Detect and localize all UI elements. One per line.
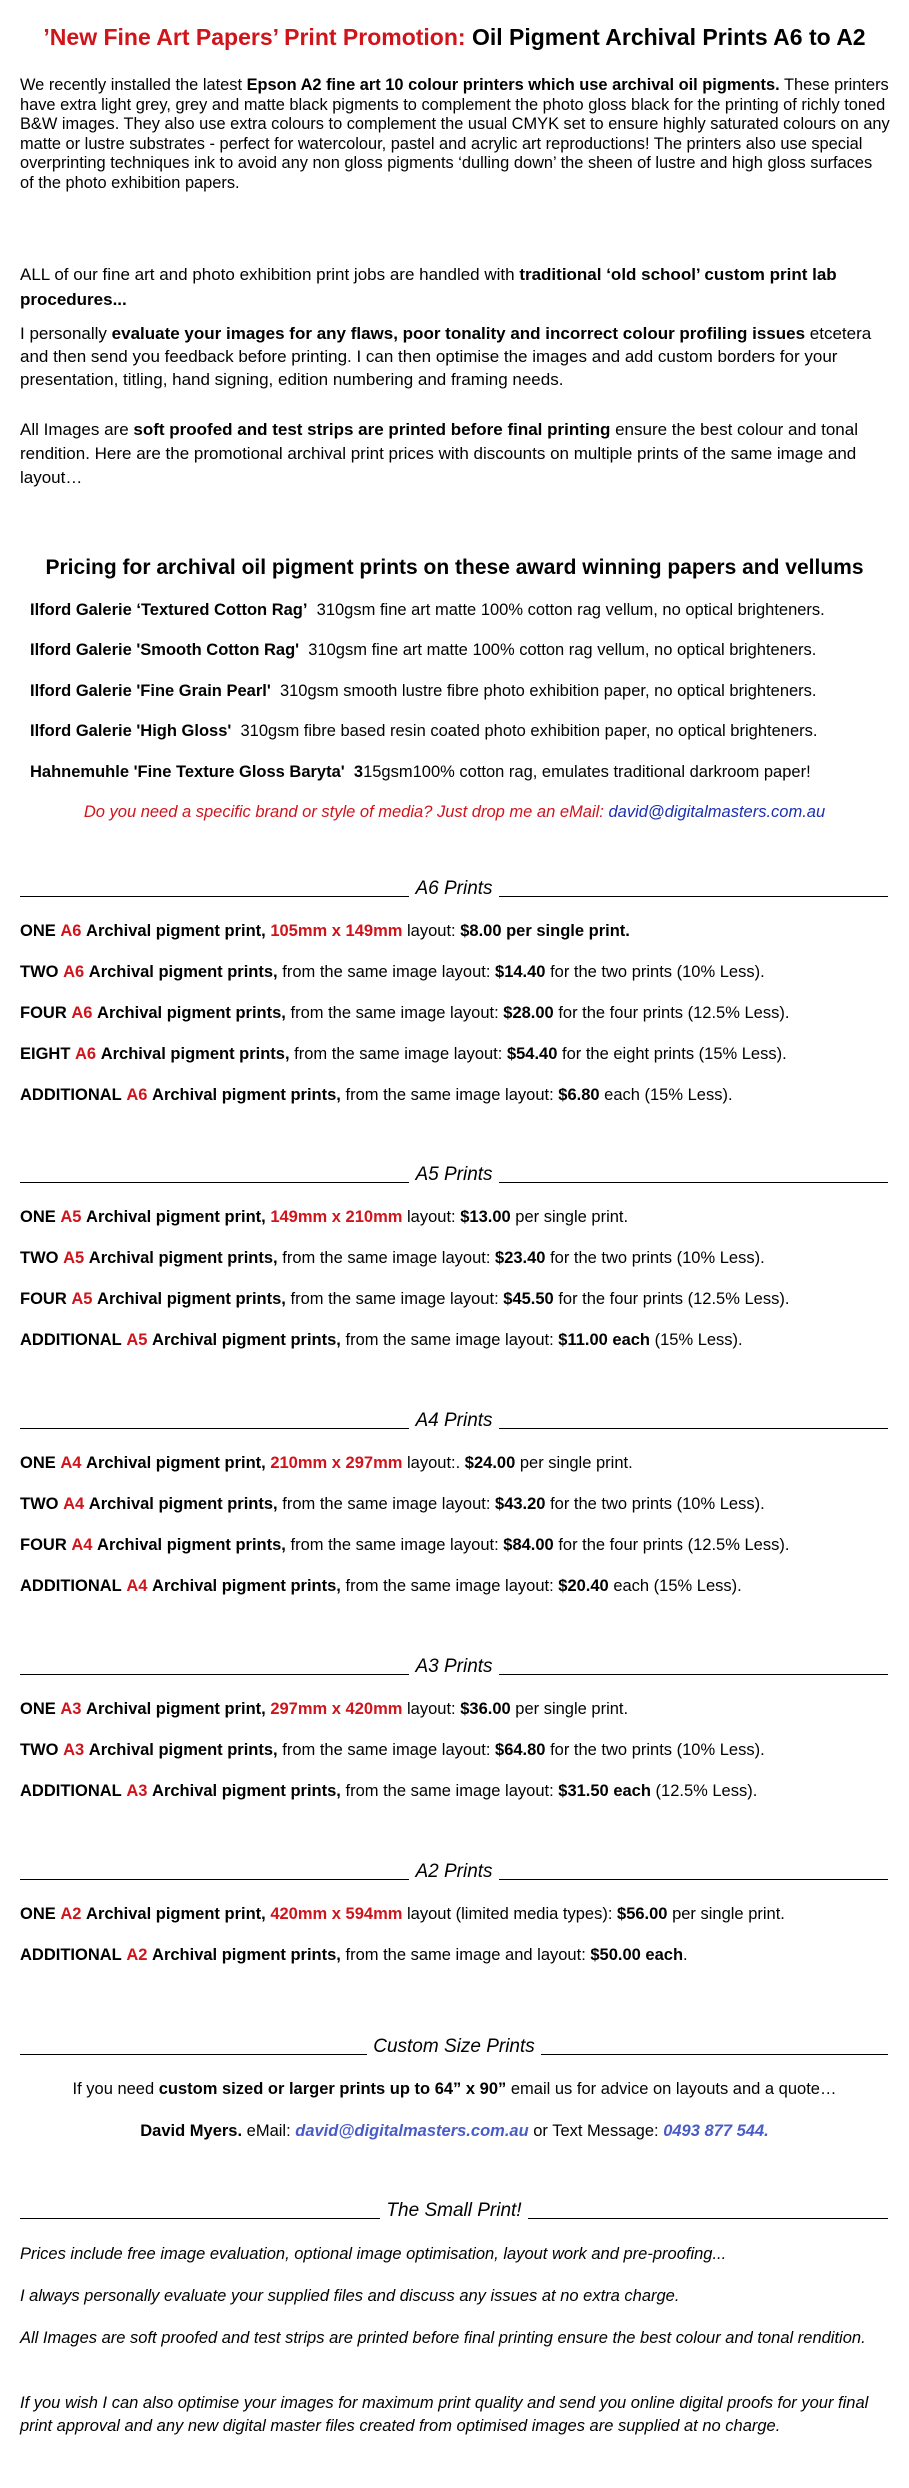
price-row: ONE A6 Archival pigment print, 105mm x 149mm layout: $8.00 per single print. (20, 922, 630, 940)
page-title (0, 24, 909, 51)
price-row: TWO A6 Archival pigment prints, from the same image layout: $14.40 for the two prints (10% Less). (20, 963, 765, 981)
section-header-a6: A6 Prints (20, 878, 888, 900)
section-header-custom: Custom Size Prints (20, 2036, 888, 2058)
price-row: TWO A4 Archival pigment prints, from the same image layout: $43.20 for the two prints (10% Less). (20, 1495, 765, 1513)
price-row: ONE A5 Archival pigment print, 149mm x 210mm layout: $13.00 per single print. (20, 1208, 629, 1226)
small-print-line: If you wish I can also optimise your images for maximum print quality and send you online digital proofs for your final print approval and any new digital master files created from optimised images are supplied at no charge. (20, 2394, 869, 2435)
custom-size-info: If you need custom sized or larger prints up to 64” x 90” email us for advice on layouts and a quote… (72, 2080, 837, 2098)
paper-item: Hahnemuhle 'Fine Texture Gloss Baryta' 315gsm100% cotton rag, emulates traditional darkroom paper! (30, 763, 811, 781)
media-request-email-link[interactable]: david@digitalmasters.com.au (608, 803, 826, 821)
title-red-part: ’New Fine Art Papers’ Print Promotion: (43, 24, 466, 50)
price-row: ADDITIONAL A4 Archival pigment prints, from the same image layout: $20.40 each (15% Less). (20, 1577, 742, 1595)
price-row: ADDITIONAL A6 Archival pigment prints, from the same image layout: $6.80 each (15% Less). (20, 1086, 733, 1104)
price-row: ADDITIONAL A5 Archival pigment prints, from the same image layout: $11.00 each (15% Less). (20, 1331, 743, 1349)
media-request (0, 803, 909, 822)
paper-item: Ilford Galerie 'High Gloss' 310gsm fibre based resin coated photo exhibition paper, no optical brighteners. (30, 722, 818, 740)
price-row: TWO A5 Archival pigment prints, from the same image layout: $23.40 for the two prints (10% Less). (20, 1249, 765, 1267)
price-row: ONE A3 Archival pigment print, 297mm x 420mm layout: $36.00 per single print. (20, 1700, 629, 1718)
intro-paragraph-proofing: All Images are soft proofed and test strips are printed before final printing ensure the best colour and tonal rendition. Here are the promotional archival print prices with discounts on multiple prints of the same image and layout… (20, 420, 858, 487)
price-row: ONE A4 Archival pigment print, 210mm x 297mm layout:. $24.00 per single print. (20, 1454, 633, 1472)
price-row: ADDITIONAL A3 Archival pigment prints, from the same image layout: $31.50 each (12.5% Less). (20, 1782, 758, 1800)
section-header-a5: A5 Prints (20, 1164, 888, 1186)
contact-line: David Myers. eMail: david@digitalmasters.com.au or Text Message: 0493 877 544. (140, 2122, 769, 2140)
price-row: ONE A2 Archival pigment print, 420mm x 594mm layout (limited media types): $56.00 per single print. (20, 1905, 785, 1923)
small-print-line: I always personally evaluate your supplied files and discuss any issues at no extra charge. (20, 2287, 680, 2305)
media-request-text: Do you need a specific brand or style of media? Just drop me an eMail: (83, 803, 604, 821)
intro-paragraph-printers: We recently installed the latest Epson A2 fine art 10 colour printers which use archival oil pigments. These printers have extra light grey, grey and matte black pigments to complement the photo gloss black for the printing of richly toned B&W images. They also use extra colours to complement the usual CMYK set to ensure highly saturated colours on any matte or lustre substrates - perfect for watercolour, pastel and acrylic art reproductions! The printers also use special overprinting techniques ink to avoid any non gloss pigments ‘dulling down’ the sheen of lustre and high gloss surfaces of the photo exhibition papers. (20, 76, 890, 192)
paper-item: Ilford Galerie 'Smooth Cotton Rag' 310gsm fine art matte 100% cotton rag vellum, no optical brighteners. (30, 641, 817, 659)
contact-name: David Myers. (140, 2122, 243, 2140)
intro-paragraph-procedures: ALL of our fine art and photo exhibition print jobs are handled with traditional ‘old school’ custom print lab procedures... (20, 265, 837, 309)
price-row: TWO A3 Archival pigment prints, from the same image layout: $64.80 for the two prints (10% Less). (20, 1741, 765, 1759)
paper-item: Ilford Galerie ‘Textured Cotton Rag’ 310gsm fine art matte 100% cotton rag vellum, no optical brighteners. (30, 601, 825, 619)
intro-paragraph-evaluation: I personally evaluate your images for any flaws, poor tonality and incorrect colour profiling issues etcetera and then send you feedback before printing. I can then optimise the images and add custom borders for your presentation, titling, hand signing, edition numbering and framing needs. (20, 324, 872, 389)
price-row: EIGHT A6 Archival pigment prints, from the same image layout: $54.40 for the eight prints (15% Less). (20, 1045, 787, 1063)
paper-item: Ilford Galerie 'Fine Grain Pearl' 310gsm smooth lustre fibre photo exhibition paper, no optical brighteners. (30, 682, 817, 700)
section-header-a3: A3 Prints (20, 1656, 888, 1678)
price-row: ADDITIONAL A2 Archival pigment prints, from the same image and layout: $50.00 each. (20, 1946, 688, 1964)
contact-email-link[interactable]: david@digitalmasters.com.au (295, 2122, 529, 2140)
title-black-part: Oil Pigment Archival Prints A6 to A2 (471, 24, 866, 50)
small-print-line: All Images are soft proofed and test strips are printed before final printing ensure the best colour and tonal rendition. (20, 2329, 866, 2347)
pricing-title: Pricing for archival oil pigment prints on these award winning papers and vellums (45, 556, 864, 579)
contact-phone-link[interactable]: 0493 877 544. (663, 2122, 769, 2140)
price-row: FOUR A4 Archival pigment prints, from the same image layout: $84.00 for the four prints (12.5% Less). (20, 1536, 790, 1554)
section-header-a4: A4 Prints (20, 1410, 888, 1432)
price-row: FOUR A5 Archival pigment prints, from the same image layout: $45.50 for the four prints (12.5% Less). (20, 1290, 790, 1308)
small-print-line: Prices include free image evaluation, optional image optimisation, layout work and pre-proofing... (20, 2245, 727, 2263)
section-header-a2: A2 Prints (20, 1861, 888, 1883)
section-header-small-print: The Small Print! (20, 2200, 888, 2222)
price-row: FOUR A6 Archival pigment prints, from the same image layout: $28.00 for the four prints (12.5% Less). (20, 1004, 790, 1022)
